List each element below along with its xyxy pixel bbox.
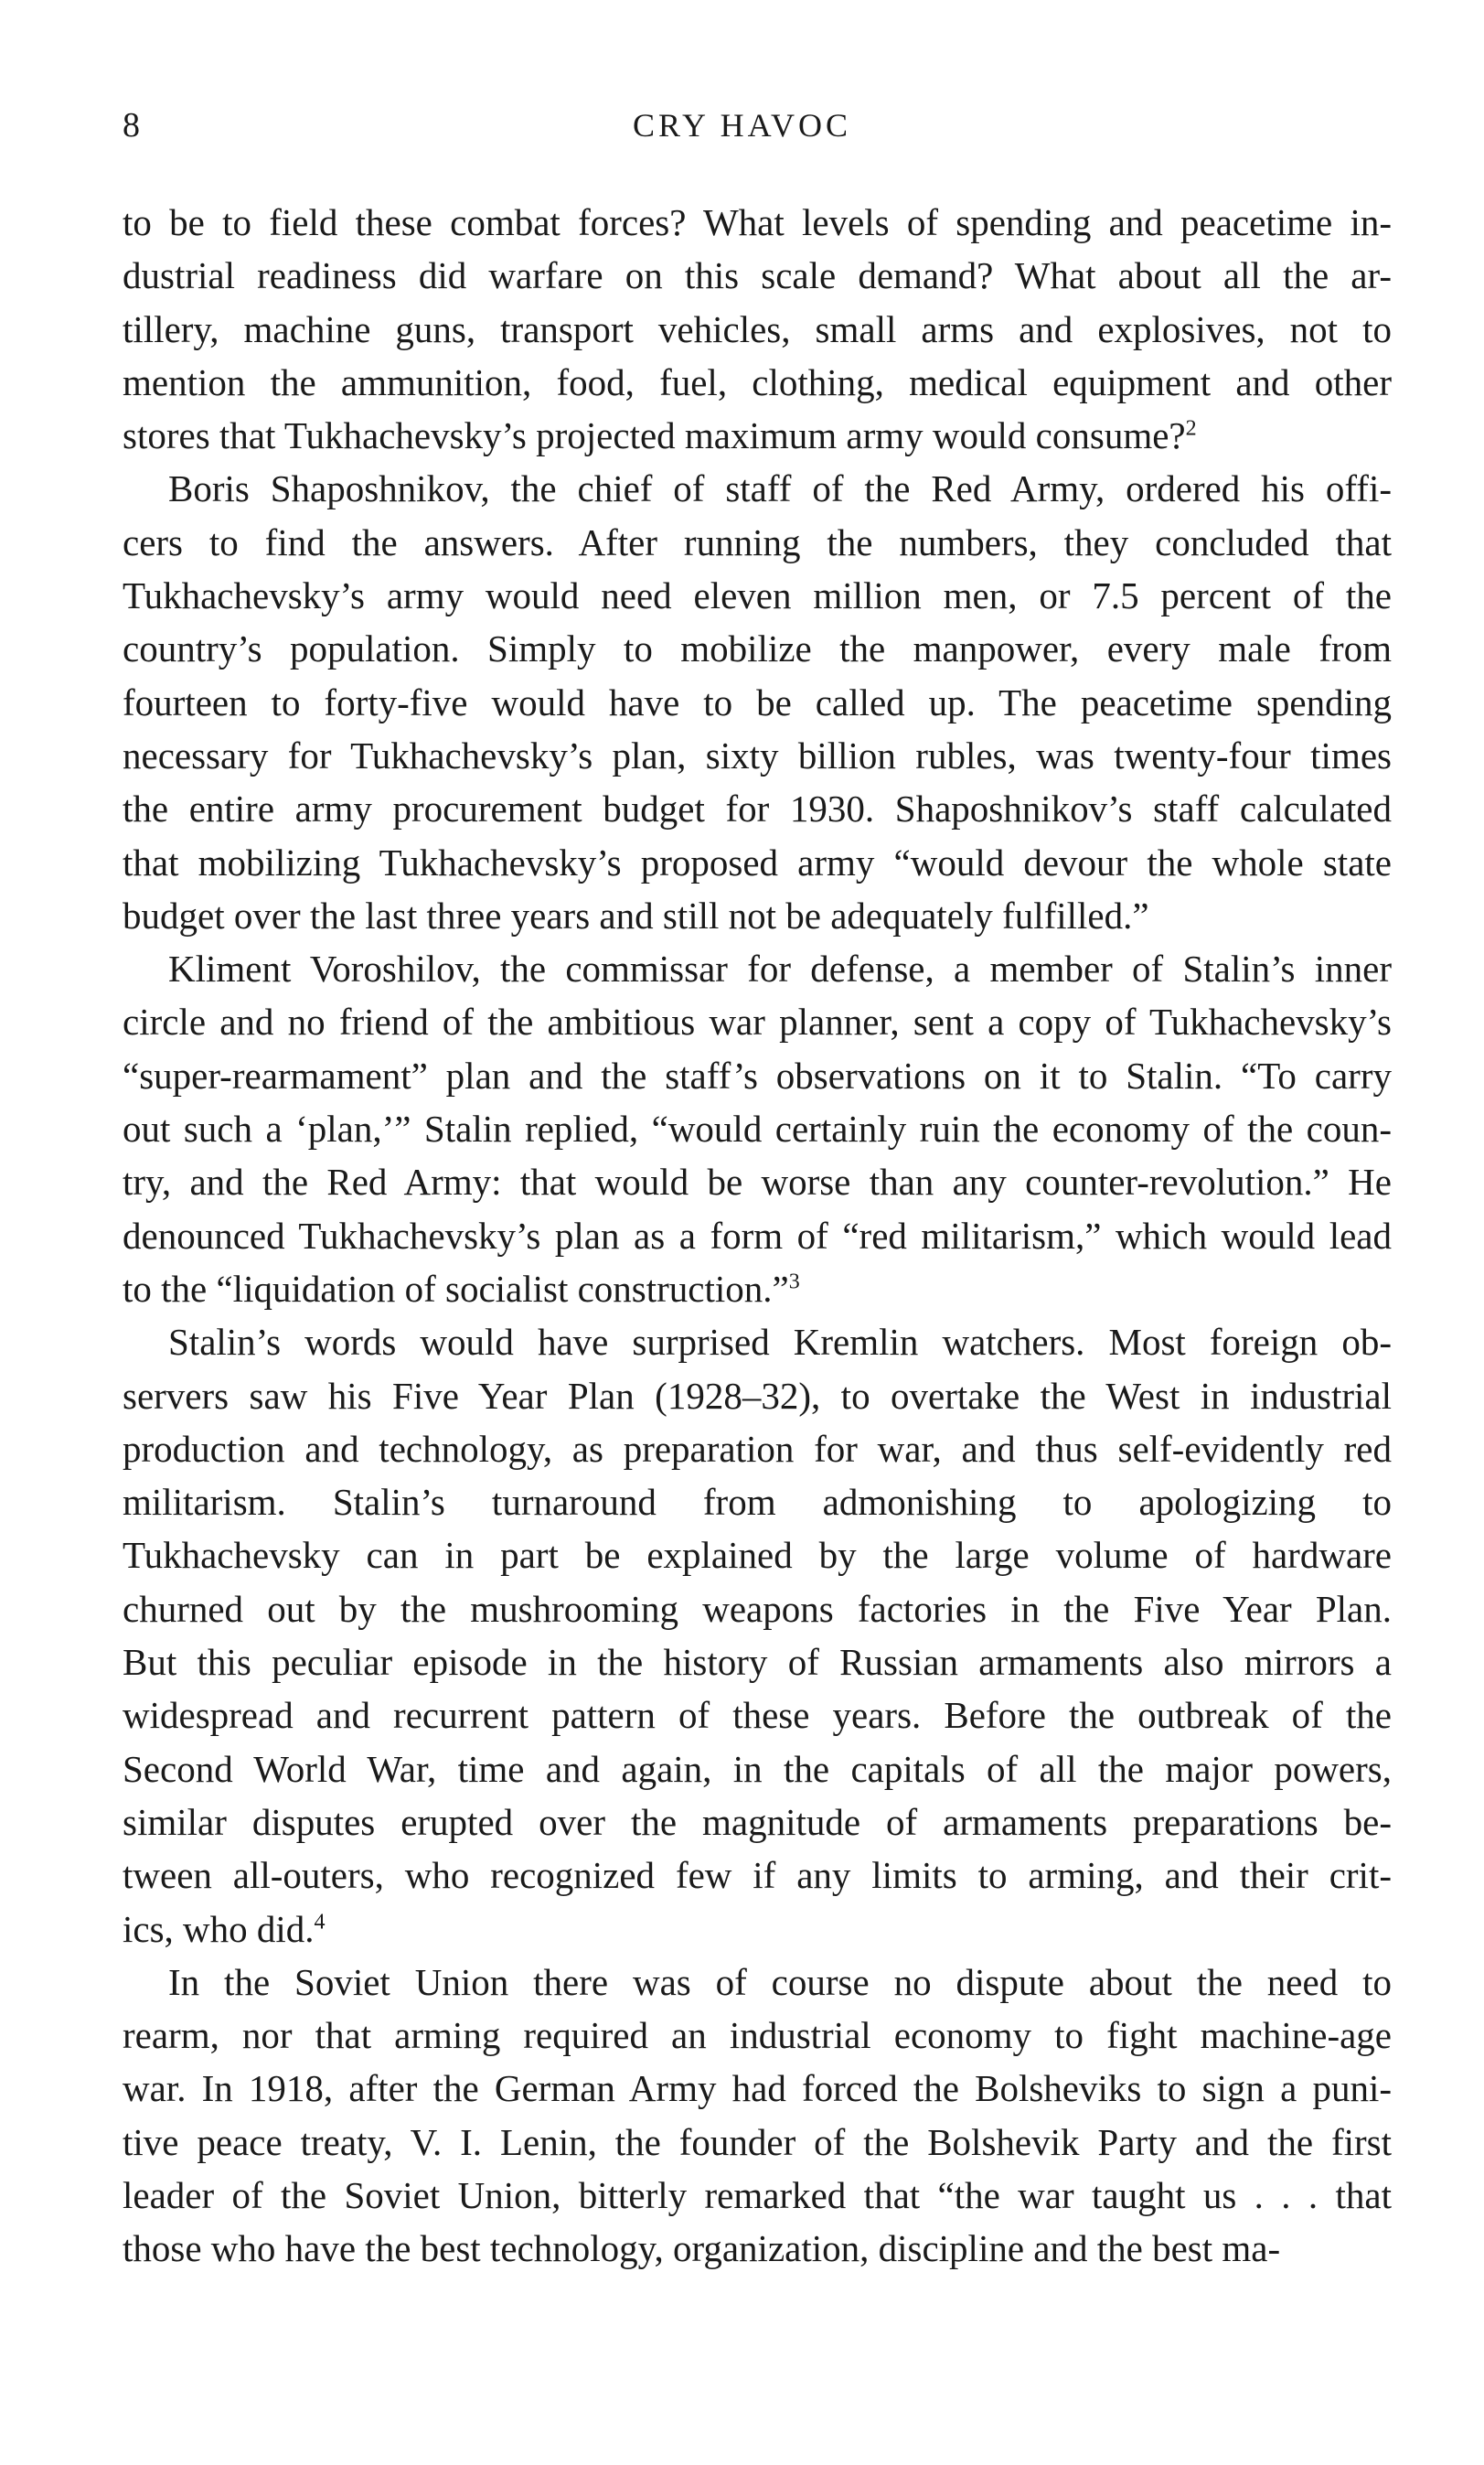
text-line <box>123 1582 1392 1635</box>
text-line <box>123 462 1392 515</box>
text-line <box>123 622 1392 675</box>
text-line <box>123 729 1392 782</box>
line-text: fourteen to forty-five would have to be called up. The peacetime spending <box>123 681 1392 723</box>
text-line <box>123 942 1392 995</box>
line-text: production and technology, as preparation for war, and thus self-evidently red <box>123 1427 1392 1470</box>
text-line <box>123 676 1392 729</box>
line-text: Kliment Voroshilov, the commissar for defense, a member of Stalin’s inner <box>168 948 1392 991</box>
text-line <box>123 1688 1392 1742</box>
line-text: try, and the Red Army: that would be worse than any counter-revolution.” He <box>123 1161 1392 1204</box>
line-text: out such a ‘plan,’” Stalin replied, “would certainly ruin the economy of the coun- <box>123 1108 1392 1151</box>
text-line <box>123 2116 1392 2169</box>
footnote-ref[interactable]: 2 <box>1185 416 1197 441</box>
line-text: circle and no friend of the ambitious war planner, sent a copy of Tukhachevsky’s <box>123 1001 1392 1044</box>
line-text: But this peculiar episode in the history of Russian armaments also mirrors a <box>123 1641 1392 1684</box>
text-line <box>123 1209 1392 1262</box>
line-text: the entire army procurement budget for 1930. Shaposhnikov’s staff calculated <box>123 788 1392 831</box>
line-text: to be to field these combat forces? What levels of spending and peacetime in- <box>123 201 1392 243</box>
line-text: budget over the last three years and still not be adequately fulfilled.” <box>123 894 1149 937</box>
text-line <box>123 1102 1392 1155</box>
line-text: cers to find the answers. After running the numbers, they concluded that <box>123 520 1392 563</box>
line-text: those who have the best technology, organization, discipline and the best ma- <box>123 2227 1281 2270</box>
text-line <box>123 836 1392 889</box>
text-line <box>123 1795 1392 1849</box>
text-line <box>123 409 1392 462</box>
text-line <box>123 2169 1392 2222</box>
line-text: militarism. Stalin’s turnaround from admonishing to apologizing to <box>123 1481 1392 1524</box>
line-text: churned out by the mushrooming weapons factories in the Five Year Plan. <box>123 1587 1392 1630</box>
text-line <box>123 995 1392 1048</box>
line-text: widespread and recurrent pattern of these years. Before the outbreak of the <box>123 1694 1392 1737</box>
text-line <box>123 1422 1392 1475</box>
text-line <box>123 196 1392 249</box>
text-line <box>123 1902 1392 1956</box>
line-text: tween all-outers, who recognized few if any limits to arming, and their crit- <box>123 1854 1392 1897</box>
text-line <box>123 1956 1392 2009</box>
line-text: Tukhachevsky can in part be explained by the large volume of hardware <box>123 1534 1392 1577</box>
text-line <box>123 1155 1392 1208</box>
line-text: Stalin’s words would have surprised Kremlin watchers. Most foreign ob- <box>168 1321 1392 1364</box>
text-line <box>123 1369 1392 1422</box>
paragraph <box>123 1315 1392 1956</box>
line-text: similar disputes erupted over the magnitude of armaments preparations be- <box>123 1800 1392 1843</box>
text-line <box>123 1528 1392 1581</box>
line-text: to the “liquidation of socialist construction.” <box>123 1267 789 1310</box>
body-text <box>123 196 1392 2276</box>
text-line <box>123 1475 1392 1528</box>
line-text: ics, who did. <box>123 1907 315 1950</box>
line-text: Boris Shaposhnikov, the chief of staff of the Red Army, ordered his offi- <box>168 467 1392 510</box>
text-line <box>123 889 1392 942</box>
text-line <box>123 356 1392 409</box>
line-text: that mobilizing Tukhachevsky’s proposed army “would devour the whole state <box>123 841 1392 884</box>
line-text: Second World War, time and again, in the capitals of all the major powers, <box>123 1747 1392 1790</box>
line-text: servers saw his Five Year Plan (1928–32), to overtake the West in industrial <box>123 1374 1392 1417</box>
footnote-ref[interactable]: 4 <box>314 1909 326 1934</box>
text-line <box>123 2062 1392 2115</box>
line-text: “super-rearmament” plan and the staff’s observations on it to Stalin. “To carry <box>123 1054 1392 1097</box>
page-number: 8 <box>123 106 140 145</box>
text-line <box>123 2009 1392 2062</box>
text-line <box>123 303 1392 356</box>
line-text: necessary for Tukhachevsky’s plan, sixty billion rubles, was twenty-four times <box>123 734 1392 777</box>
paragraph <box>123 942 1392 1315</box>
line-text: Tukhachevsky’s army would need eleven million men, or 7.5 percent of the <box>123 574 1392 617</box>
paragraph <box>123 462 1392 942</box>
line-text: country’s population. Simply to mobilize the manpower, every male from <box>123 627 1392 670</box>
text-line <box>123 782 1392 835</box>
text-line <box>123 1315 1392 1368</box>
line-text: In the Soviet Union there was of course no dispute about the need to <box>168 1960 1392 2003</box>
paragraph <box>123 196 1392 462</box>
paragraph <box>123 1956 1392 2276</box>
line-text: war. In 1918, after the German Army had forced the Bolsheviks to sign a puni- <box>123 2067 1392 2110</box>
text-line <box>123 1849 1392 1902</box>
line-text: stores that Tukhachevsky’s projected maximum army would consume? <box>123 414 1186 457</box>
footnote-ref[interactable]: 3 <box>788 1270 800 1294</box>
text-line <box>123 1262 1392 1315</box>
line-text: rearm, nor that arming required an industrial economy to fight machine-age <box>123 2014 1392 2057</box>
running-head: CRY HAVOC <box>632 107 852 144</box>
text-line <box>123 1635 1392 1688</box>
text-line <box>123 1049 1392 1102</box>
line-text: tillery, machine guns, transport vehicles, small arms and explosives, not to <box>123 307 1392 350</box>
text-line <box>123 2222 1392 2275</box>
line-text: dustrial readiness did warfare on this scale demand? What about all the ar- <box>123 254 1392 297</box>
text-line <box>123 516 1392 569</box>
line-text: leader of the Soviet Union, bitterly remarked that “the war taught us . . . that <box>123 2173 1392 2216</box>
line-text: denounced Tukhachevsky’s plan as a form of “red militarism,” which would lead <box>123 1214 1392 1257</box>
text-line <box>123 249 1392 302</box>
line-text: mention the ammunition, food, fuel, clothing, medical equipment and other <box>123 360 1392 403</box>
line-text: tive peace treaty, V. I. Lenin, the founder of the Bolshevik Party and the first <box>123 2120 1392 2163</box>
text-line <box>123 1742 1392 1795</box>
text-line <box>123 569 1392 622</box>
